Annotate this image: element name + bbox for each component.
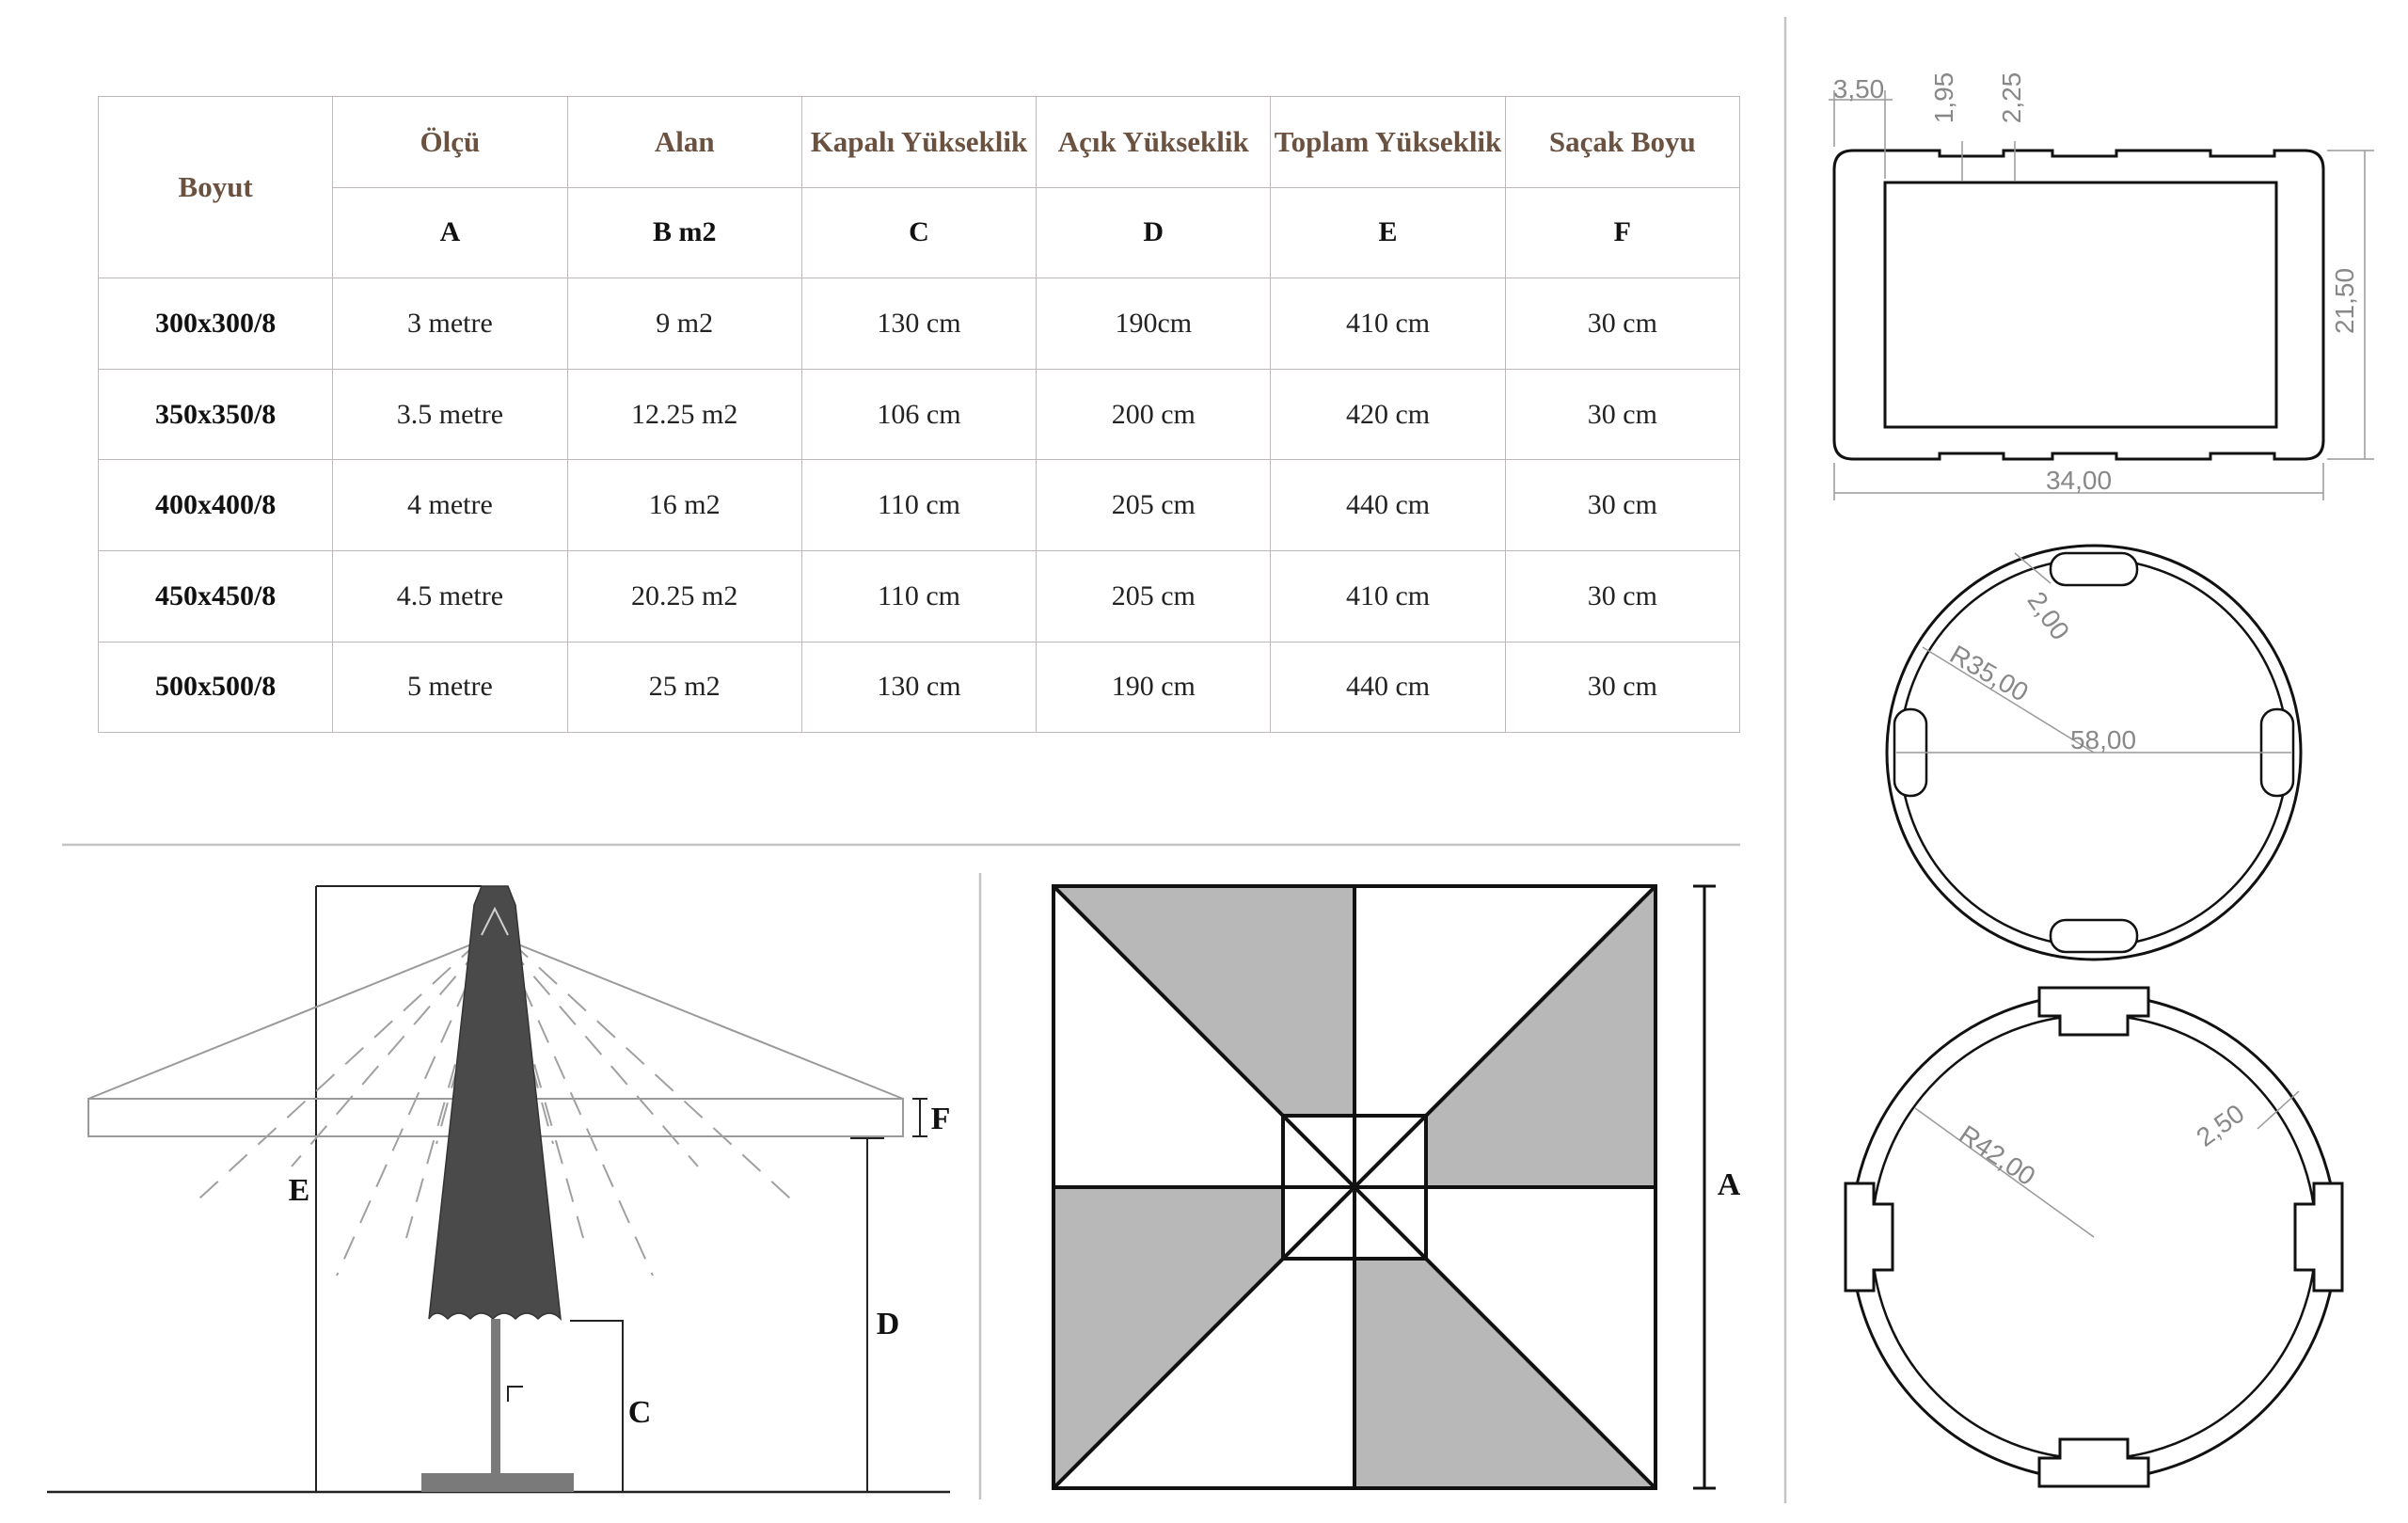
dim-label: R42,00 (1954, 1119, 2041, 1192)
corner-header: Boyut (99, 97, 333, 278)
umbrella-top-view (1054, 886, 1741, 1488)
dim-label: 1,95 (1929, 71, 1958, 124)
table-cell: 440 cm (1271, 460, 1505, 551)
table-cell: 30 cm (1505, 369, 1739, 460)
row-size: 500x500/8 (99, 642, 333, 733)
table-cell: 3.5 metre (333, 369, 567, 460)
rect-profile (1829, 72, 2374, 500)
row-size: 450x450/8 (99, 550, 333, 642)
table-cell: 16 m2 (567, 460, 801, 551)
col-subheader: C (801, 187, 1036, 278)
table-cell: 110 cm (801, 550, 1036, 642)
col-header: Toplam Yükseklik (1271, 97, 1505, 188)
table-cell: 5 metre (333, 642, 567, 733)
dim-label: 58,00 (2069, 725, 2137, 754)
table-cell: 4 metre (333, 460, 567, 551)
label-e: E (288, 1173, 310, 1208)
row-size: 400x400/8 (99, 460, 333, 551)
top-view-lines (1054, 886, 1656, 1488)
dim-line-c (570, 1321, 623, 1492)
col-subheader: A (333, 187, 567, 278)
table-cell: 110 cm (801, 460, 1036, 551)
dim-label: 2,00 (2021, 586, 2076, 645)
table-cell: 190 cm (1037, 642, 1271, 733)
rib-line (199, 941, 480, 1198)
rib-line (510, 941, 790, 1198)
col-header: Ölçü (333, 97, 567, 188)
table-cell: 30 cm (1505, 460, 1739, 551)
tab (2039, 988, 2148, 1035)
col-header: Kapalı Yükseklik (801, 97, 1036, 188)
table-cell: 190cm (1037, 278, 1271, 370)
slot (2051, 553, 2137, 585)
dim-label: R35,00 (1944, 639, 2034, 707)
col-subheader: D (1037, 187, 1271, 278)
table-cell: 25 m2 (567, 642, 801, 733)
dim-label: 2,50 (2191, 1098, 2250, 1152)
label-d: D (876, 1307, 900, 1341)
dim-a (1693, 886, 1716, 1488)
col-subheader: F (1505, 187, 1739, 278)
tab (1846, 1183, 1893, 1291)
tab (2295, 1183, 2342, 1291)
table-cell: 205 cm (1037, 460, 1271, 551)
umbrella-pole (491, 1319, 500, 1473)
table-cell: 410 cm (1271, 278, 1505, 370)
table-cell: 3 metre (333, 278, 567, 370)
table-cell: 410 cm (1271, 550, 1505, 642)
dim-label: 21,50 (2330, 267, 2359, 335)
dim-line-250 (2258, 1091, 2299, 1129)
row-size: 350x350/8 (99, 369, 333, 460)
dim-line-200 (2015, 553, 2051, 583)
col-subheader: B m2 (567, 187, 801, 278)
table-cell: 130 cm (801, 642, 1036, 733)
table-cell: 30 cm (1505, 642, 1739, 733)
round-profile-large (1846, 988, 2342, 1486)
label-a: A (1717, 1166, 1741, 1202)
table-cell: 200 cm (1037, 369, 1271, 460)
closed-canopy (429, 886, 561, 1319)
table-cell: 9 m2 (567, 278, 801, 370)
table-cell: 20.25 m2 (567, 550, 801, 642)
slot (2051, 920, 2137, 952)
col-header: Alan (567, 97, 801, 188)
table-cell: 30 cm (1505, 550, 1739, 642)
table-cell: 440 cm (1271, 642, 1505, 733)
table-cell: 4.5 metre (333, 550, 567, 642)
tab (2039, 1439, 2148, 1486)
col-subheader: E (1271, 187, 1505, 278)
dim-label: 2,25 (1997, 71, 2026, 124)
round-profile-small (1887, 546, 2301, 960)
dim-label: 34,00 (2045, 466, 2113, 495)
pole-handle (508, 1387, 523, 1402)
label-f: F (930, 1102, 951, 1136)
table-cell: 106 cm (801, 369, 1036, 460)
umbrella-base (421, 1473, 574, 1492)
table-cell: 12.25 m2 (567, 369, 801, 460)
label-c: C (627, 1395, 652, 1430)
row-size: 300x300/8 (99, 278, 333, 370)
table-cell: 130 cm (801, 278, 1036, 370)
rect-profile-outer (1834, 151, 2323, 459)
table-cell: 420 cm (1271, 369, 1505, 460)
col-header: Saçak Boyu (1505, 97, 1739, 188)
table-cell: 30 cm (1505, 278, 1739, 370)
table-cell: 205 cm (1037, 550, 1271, 642)
col-header: Açık Yükseklik (1037, 97, 1271, 188)
dim-label: 3,50 (1832, 74, 1885, 103)
umbrella-side-view (47, 886, 950, 1492)
rect-profile-inner (1885, 182, 2276, 427)
